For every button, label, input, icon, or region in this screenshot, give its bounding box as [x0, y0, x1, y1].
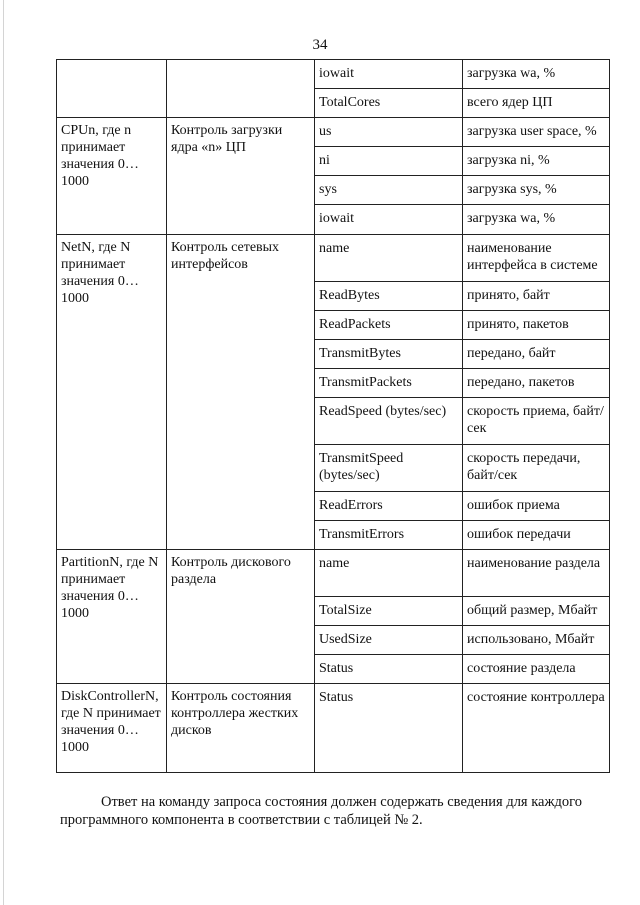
parameter-meaning-cell: загрузка wa, %: [463, 205, 610, 235]
parameters-table: [56, 59, 610, 773]
parameter-meaning-cell: загрузка user space, %: [463, 118, 610, 147]
table-row: [57, 684, 610, 773]
parameter-meaning-cell: использовано, Мбайт: [463, 626, 610, 655]
table-row: [57, 60, 610, 89]
parameter-meaning-cell: загрузка sys, %: [463, 176, 610, 205]
parameter-cell: ni: [315, 147, 463, 176]
parameter-cell: TransmitErrors: [315, 521, 463, 550]
parameter-cell: ReadBytes: [315, 282, 463, 311]
parameter-meaning-cell: скорость передачи, байт/сек: [463, 445, 610, 492]
parameter-cell: name: [315, 550, 463, 597]
parameter-meaning-cell: ошибок приема: [463, 492, 610, 521]
parameter-meaning-cell: передано, байт: [463, 340, 610, 369]
paragraph: [60, 793, 610, 829]
parameter-cell: Status: [315, 684, 463, 773]
parameter-cell: sys: [315, 176, 463, 205]
parameter-cell: name: [315, 235, 463, 282]
component-cell: [57, 60, 167, 118]
parameter-cell: ReadSpeed (bytes/sec): [315, 398, 463, 445]
table-row: [57, 235, 610, 282]
parameter-cell: ReadErrors: [315, 492, 463, 521]
table-body: [57, 60, 610, 773]
table-row: [57, 118, 610, 147]
parameter-meaning-cell: скорость приема, байт/сек: [463, 398, 610, 445]
parameter-cell: TotalSize: [315, 597, 463, 626]
parameter-meaning-cell: состояние контроллера: [463, 684, 610, 773]
parameter-cell: Status: [315, 655, 463, 684]
description-cell: Контроль состояния контроллера жестких дисков: [167, 684, 315, 773]
parameter-cell: TotalCores: [315, 89, 463, 118]
parameter-meaning-cell: загрузка ni, %: [463, 147, 610, 176]
parameter-meaning-cell: загрузка wa, %: [463, 60, 610, 89]
component-cell: CPUn, где n принимает значения 0…1000: [57, 118, 167, 235]
parameter-cell: TransmitPackets: [315, 369, 463, 398]
parameter-meaning-cell: наименование интерфейса в системе: [463, 235, 610, 282]
parameter-cell: ReadPackets: [315, 311, 463, 340]
parameter-meaning-cell: наименование раздела: [463, 550, 610, 597]
parameter-meaning-cell: принято, байт: [463, 282, 610, 311]
parameter-meaning-cell: общий размер, Мбайт: [463, 597, 610, 626]
scan-edge-line: [3, 0, 4, 905]
parameter-meaning-cell: ошибок передачи: [463, 521, 610, 550]
parameter-cell: TransmitSpeed (bytes/sec): [315, 445, 463, 492]
parameter-meaning-cell: всего ядер ЦП: [463, 89, 610, 118]
paragraph-line-1: Ответ на команду запроса состояния должен содержать сведения для каждого: [101, 794, 582, 810]
description-cell: Контроль дискового раздела: [167, 550, 315, 684]
parameter-meaning-cell: состояние раздела: [463, 655, 610, 684]
parameter-meaning-cell: принято, пакетов: [463, 311, 610, 340]
paragraph-line-2: программного компонента в соответствии с таблицей № 2.: [60, 812, 423, 828]
parameter-cell: iowait: [315, 60, 463, 89]
parameter-cell: us: [315, 118, 463, 147]
parameter-cell: UsedSize: [315, 626, 463, 655]
component-cell: DiskControllerN, где N принимает значения 0…1000: [57, 684, 167, 773]
component-cell: NetN, где N принимает значения 0…1000: [57, 235, 167, 550]
parameter-cell: TransmitBytes: [315, 340, 463, 369]
table-row: [57, 550, 610, 597]
component-cell: PartitionN, где N принимает значения 0…1000: [57, 550, 167, 684]
description-cell: Контроль сетевых интерфейсов: [167, 235, 315, 550]
page-number: 34: [312, 37, 328, 53]
parameter-cell: iowait: [315, 205, 463, 235]
description-cell: [167, 60, 315, 118]
parameter-meaning-cell: передано, пакетов: [463, 369, 610, 398]
description-cell: Контроль загрузки ядра «n» ЦП: [167, 118, 315, 235]
